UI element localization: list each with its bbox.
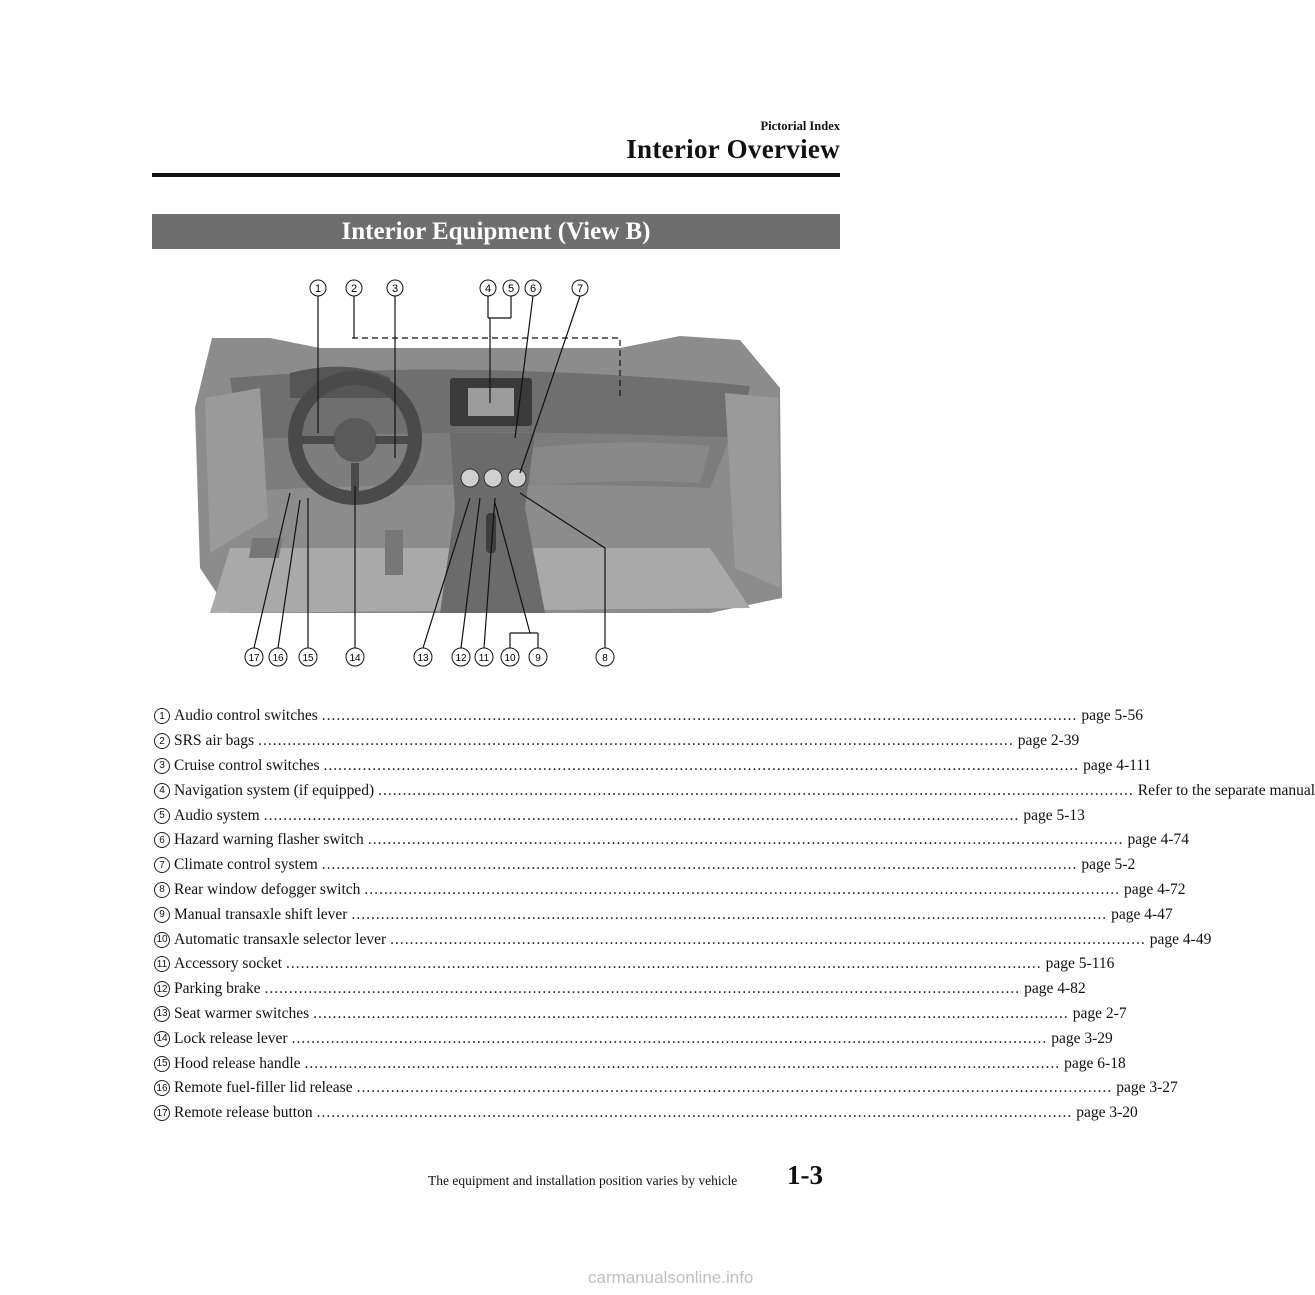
leader-dots: ........................................................................................................................................................... — [316, 1104, 1073, 1122]
callout-1 — [310, 280, 326, 296]
leader-dots: ........................................................................................................................................................... — [351, 905, 1108, 923]
item-page-ref: page 4-111 — [1083, 756, 1152, 774]
callouts-bottom — [245, 648, 614, 666]
list-item — [154, 704, 1143, 729]
item-number: 5 — [154, 808, 170, 824]
item-number: 12 — [154, 981, 170, 997]
callout-8 — [596, 648, 614, 666]
item-number: 1 — [154, 708, 170, 724]
list-item — [154, 828, 1189, 853]
leader-dots: ........................................................................................................................................................... — [364, 880, 1121, 898]
svg-text:8: 8 — [602, 653, 608, 664]
list-item — [154, 927, 1212, 952]
item-label: Parking brake — [174, 980, 261, 998]
item-page-ref: page 2-7 — [1072, 1004, 1127, 1022]
list-item — [154, 729, 1080, 754]
callout-16 — [269, 648, 287, 666]
svg-text:11: 11 — [478, 653, 490, 664]
list-item — [154, 878, 1186, 903]
callout-14 — [346, 648, 364, 666]
leader-dots: ........................................................................................................................................................... — [321, 707, 1078, 725]
callout-17 — [245, 648, 263, 666]
svg-text:3: 3 — [391, 283, 399, 295]
item-page-ref: page 6-18 — [1064, 1054, 1126, 1072]
callout-3 — [387, 280, 403, 296]
item-label: Navigation system (if equipped) — [174, 781, 375, 799]
interior-diagram — [150, 268, 790, 678]
leader-dots: ........................................................................................................................................................... — [291, 1029, 1048, 1047]
item-label: Climate control system — [174, 856, 318, 874]
svg-text:16: 16 — [272, 653, 284, 664]
page-title: Interior Overview — [626, 134, 840, 164]
item-label: Manual transaxle shift lever — [174, 905, 348, 923]
item-label: Cruise control switches — [174, 756, 320, 774]
item-label: Audio system — [174, 806, 260, 824]
list-item — [154, 1002, 1127, 1027]
leader-dots: ........................................................................................................................................................... — [390, 930, 1146, 948]
callout-15 — [299, 648, 317, 666]
list-item — [154, 778, 1315, 803]
steering-hub — [333, 418, 377, 462]
list-item — [154, 803, 1085, 828]
callout-10 — [501, 648, 519, 666]
leader-dots: ........................................................................................................................................................... — [264, 980, 1021, 998]
item-number: 2 — [154, 733, 170, 749]
section-banner: Interior Equipment (View B) — [152, 214, 840, 249]
item-number: 11 — [154, 956, 170, 972]
item-number: 7 — [154, 857, 170, 873]
item-list — [154, 704, 1315, 1126]
item-label: Hazard warning flasher switch — [174, 831, 364, 849]
leader-dots: ........................................................................................................................................................... — [323, 756, 1080, 774]
item-label: Lock release lever — [174, 1029, 288, 1047]
svg-text:14: 14 — [349, 653, 361, 664]
leader-dots: ........................................................................................................................................................... — [263, 806, 1020, 824]
item-page-ref: Refer to the separate manual — [1137, 781, 1315, 799]
svg-text:5: 5 — [507, 283, 515, 295]
page-number: 1-3 — [787, 1160, 823, 1190]
item-page-ref: page 3-29 — [1051, 1029, 1113, 1047]
item-page-ref: page 3-27 — [1116, 1079, 1178, 1097]
item-number: 14 — [154, 1031, 170, 1047]
item-number: 10 — [154, 932, 170, 948]
list-item — [154, 977, 1086, 1002]
climate-knob-right — [508, 469, 526, 487]
item-label: Hood release handle — [174, 1054, 301, 1072]
svg-text:2: 2 — [350, 283, 358, 295]
svg-text:15: 15 — [302, 653, 314, 664]
item-label: Accessory socket — [174, 955, 283, 973]
item-page-ref: page 4-74 — [1127, 831, 1189, 849]
item-page-ref: page 3-20 — [1076, 1104, 1138, 1122]
svg-text:12: 12 — [455, 653, 467, 664]
callout-9 — [529, 648, 547, 666]
leader-dots: ........................................................................................................................................................... — [258, 732, 1014, 750]
item-number: 9 — [154, 907, 170, 923]
climate-knob-left — [461, 469, 479, 487]
item-page-ref: page 4-47 — [1111, 905, 1173, 923]
callouts-top — [310, 280, 588, 296]
item-label: SRS air bags — [174, 732, 255, 750]
watermark: carmanualsonline.info — [588, 1268, 754, 1287]
item-page-ref: page 5-13 — [1023, 806, 1085, 824]
item-label: Seat warmer switches — [174, 1004, 310, 1022]
climate-knob-center — [484, 469, 502, 487]
svg-text:10: 10 — [504, 653, 516, 664]
list-item — [154, 902, 1173, 927]
list-item — [154, 853, 1136, 878]
header-rule — [152, 173, 840, 177]
svg-text:17: 17 — [248, 653, 260, 664]
item-page-ref: page 5-116 — [1045, 955, 1115, 973]
svg-text:1: 1 — [314, 283, 322, 295]
leader-dots: ........................................................................................................................................................... — [313, 1004, 1069, 1022]
section-label: Pictorial Index — [760, 119, 840, 133]
item-page-ref: page 2-39 — [1017, 732, 1080, 750]
svg-text:4: 4 — [484, 283, 492, 295]
item-number: 4 — [154, 783, 170, 799]
leader-dots: ........................................................................................................................................................... — [367, 831, 1124, 849]
leader-dots: ........................................................................................................................................................... — [378, 781, 1134, 799]
item-label: Automatic transaxle selector lever — [174, 930, 387, 948]
callout-6 — [525, 280, 541, 296]
list-item — [154, 1051, 1126, 1076]
list-item — [154, 754, 1152, 779]
leader-dots: ........................................................................................................................................................... — [356, 1079, 1113, 1097]
item-number: 17 — [154, 1105, 170, 1121]
item-page-ref: page 5-2 — [1081, 856, 1136, 874]
callout-2 — [346, 280, 362, 296]
item-number: 13 — [154, 1006, 170, 1022]
leader-dots: ........................................................................................................................................................... — [321, 856, 1078, 874]
callout-4 — [480, 280, 496, 296]
leader-dots: ........................................................................................................................................................... — [304, 1054, 1061, 1072]
callout-11 — [475, 648, 493, 666]
callout-7 — [572, 280, 588, 296]
display-inner — [468, 388, 514, 416]
list-item — [154, 952, 1115, 977]
item-number: 3 — [154, 758, 170, 774]
item-label: Remote fuel-filler lid release — [174, 1079, 353, 1097]
svg-text:13: 13 — [417, 653, 429, 664]
leader-dots: ........................................................................................................................................................... — [286, 955, 1042, 973]
svg-text:6: 6 — [529, 283, 537, 295]
pedal-right — [385, 530, 403, 575]
item-label: Audio control switches — [174, 707, 318, 725]
callout-12 — [452, 648, 470, 666]
item-page-ref: page 4-49 — [1149, 930, 1212, 948]
list-item — [154, 1076, 1178, 1101]
glovebox — [530, 442, 710, 486]
footer-note: The equipment and installation position varies by vehicle — [428, 1173, 738, 1188]
item-number: 8 — [154, 882, 170, 898]
list-item — [154, 1026, 1113, 1051]
item-page-ref: page 4-72 — [1124, 880, 1186, 898]
item-number: 15 — [154, 1056, 170, 1072]
svg-text:7: 7 — [576, 283, 584, 295]
list-item — [154, 1101, 1138, 1126]
callout-13 — [414, 648, 432, 666]
item-number: 16 — [154, 1080, 170, 1096]
svg-text:9: 9 — [535, 653, 541, 664]
item-number: 6 — [154, 832, 170, 848]
item-label: Remote release button — [174, 1104, 313, 1122]
item-page-ref: page 4-82 — [1024, 980, 1086, 998]
item-page-ref: page 5-56 — [1081, 707, 1143, 725]
callout-5 — [503, 280, 519, 296]
item-label: Rear window defogger switch — [174, 880, 361, 898]
